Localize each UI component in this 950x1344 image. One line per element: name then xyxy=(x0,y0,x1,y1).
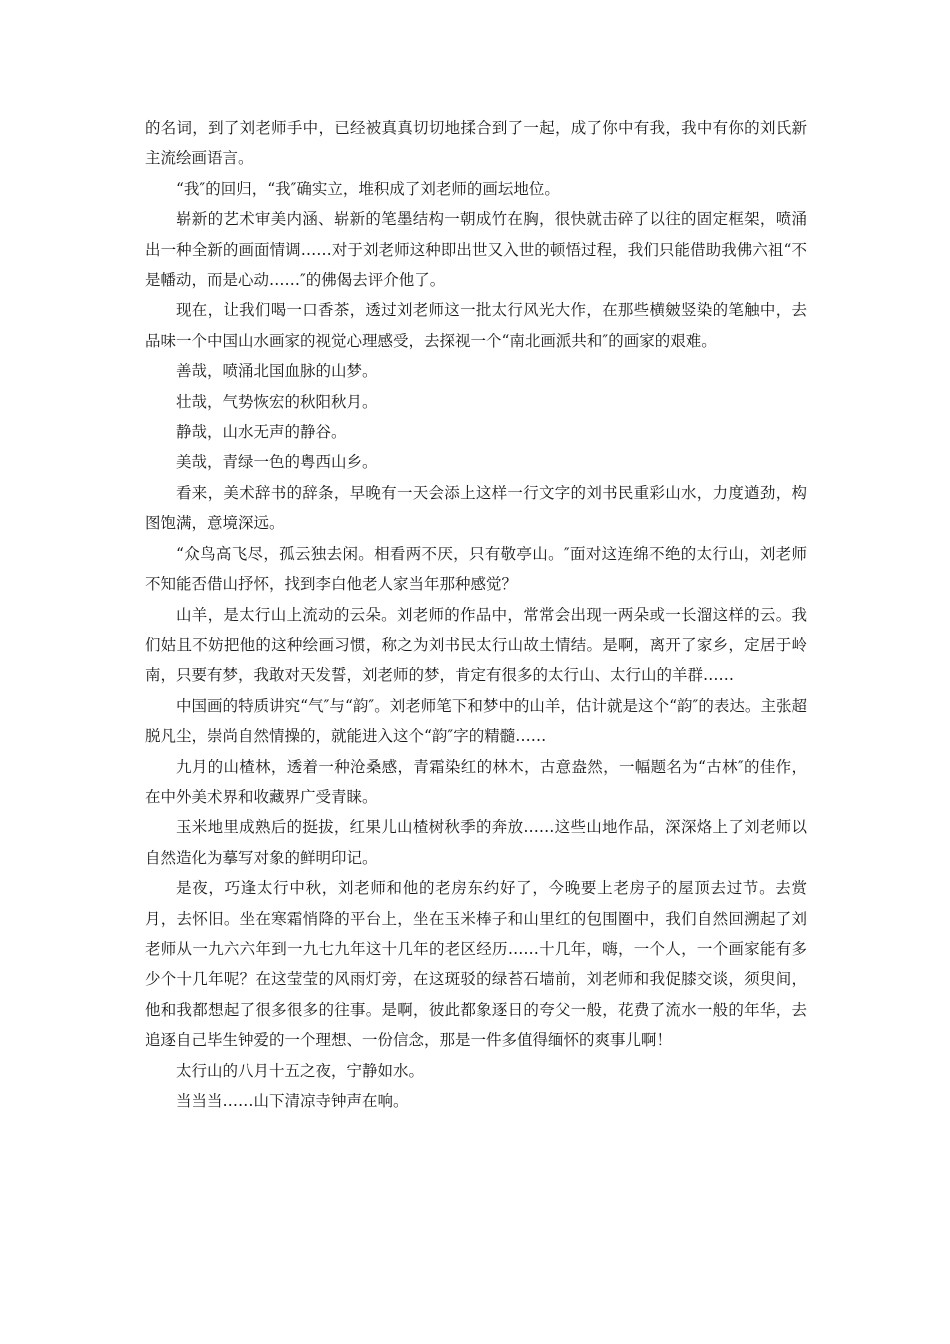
paragraph: 善哉，喷涌北国血脉的山梦。 xyxy=(176,362,378,381)
paragraph: 山羊，是太行山上流动的云朵。刘老师的作品中，常常会出现一两朵或一长溜这样的云。我们姑且不妨把他的这种绘画习惯，称之为刘书民太行山故土情结。是啊，离开了家乡，定居于岭南，只要有梦，我敢对天发誓，刘老师的梦，肯定有很多的太行山、太行山的羊群…… xyxy=(145,605,807,685)
paragraph: 静哉，山水无声的静谷。 xyxy=(176,423,347,442)
document-body xyxy=(145,113,807,1116)
paragraph: 玉米地里成熟后的挺拔，红果儿山楂树秋季的奔放……这些山地作品，深深烙上了刘老师以自然造化为摹写对象的鲜明印记。 xyxy=(145,818,807,867)
paragraph: “我″的回归，“我″确实立，堆积成了刘老师的画坛地位。 xyxy=(176,179,560,198)
paragraph: “众鸟高飞尽，孤云独去闲。相看两不厌，只有敬亭山。″面对这连绵不绝的太行山，刘老师不知能否借山抒怀，找到李白他老人家当年那种感觉？ xyxy=(145,544,807,594)
paragraph-continued: 的名词，到了刘老师手中，已经被真真切切地揉合到了一起，成了你中有我，我中有你的刘氏新主流绘画语言。 xyxy=(145,119,807,168)
paragraph: 是夜，巧逢太行中秋，刘老师和他的老房东约好了，今晚要上老房子的屋顶去过节。去赏月，去怀旧。坐在寒霜悄降的平台上，坐在玉米棒子和山里红的包围圈中，我们自然回溯起了刘老师从一九六六年到一九七九年这十几年的老区经历……十几年，嗨，一个人，一个画家能有多少个十几年呢？在这莹莹的风雨灯旁，在这斑驳的绿苔石墙前，刘老师和我促膝交谈，须臾间，他和我都想起了很多很多的往事。是啊，彼此都象逐日的夸父一般，花费了流水一般的年华，去追逐自己毕生钟爱的一个理想、一份信念，那是一件多值得缅怀的爽事儿啊！ xyxy=(145,879,807,1050)
paragraph: 崭新的艺术审美内涵、崭新的笔墨结构一朝成竹在胸，很快就击碎了以往的固定框架，喷涌出一种全新的画面情调……对于刘老师这种即出世又入世的顿悟过程，我们只能借助我佛六祖“不是幡动，而是心动……″的佛偈去评介他了。 xyxy=(145,210,807,290)
paragraph: 看来，美术辞书的辞条，早晚有一天会添上这样一行文字的刘书民重彩山水，力度遒劲，构图饱满，意境深远。 xyxy=(145,483,807,533)
paragraph: 美哉，青绿一色的粤西山乡。 xyxy=(176,453,378,472)
paragraph: 中国画的特质讲究“气″与“韵″。刘老师笔下和梦中的山羊，估计就是这个“韵″的表达。主张超脱凡尘，崇尚自然情操的，就能进入这个“韵″字的精髓…… xyxy=(145,696,807,746)
paragraph: 太行山的八月十五之夜，宁静如水。 xyxy=(176,1061,425,1080)
paragraph: 壮哉，气势恢宏的秋阳秋月。 xyxy=(176,392,378,411)
paragraph: 现在，让我们喝一口香茶，透过刘老师这一批太行风光大作，在那些横皴竖染的笔触中，去品味一个中国山水画家的视觉心理感受，去探视一个“南北画派共和″的画家的艰难。 xyxy=(145,301,807,350)
paragraph: 当当当……山下清凉寺钟声在响。 xyxy=(176,1092,409,1110)
paragraph: 九月的山楂林，透着一种沧桑感，青霜染红的林木，古意盎然，一幅题名为“古林″的佳作，在中外美术界和收藏界广受青睐。 xyxy=(145,757,807,806)
